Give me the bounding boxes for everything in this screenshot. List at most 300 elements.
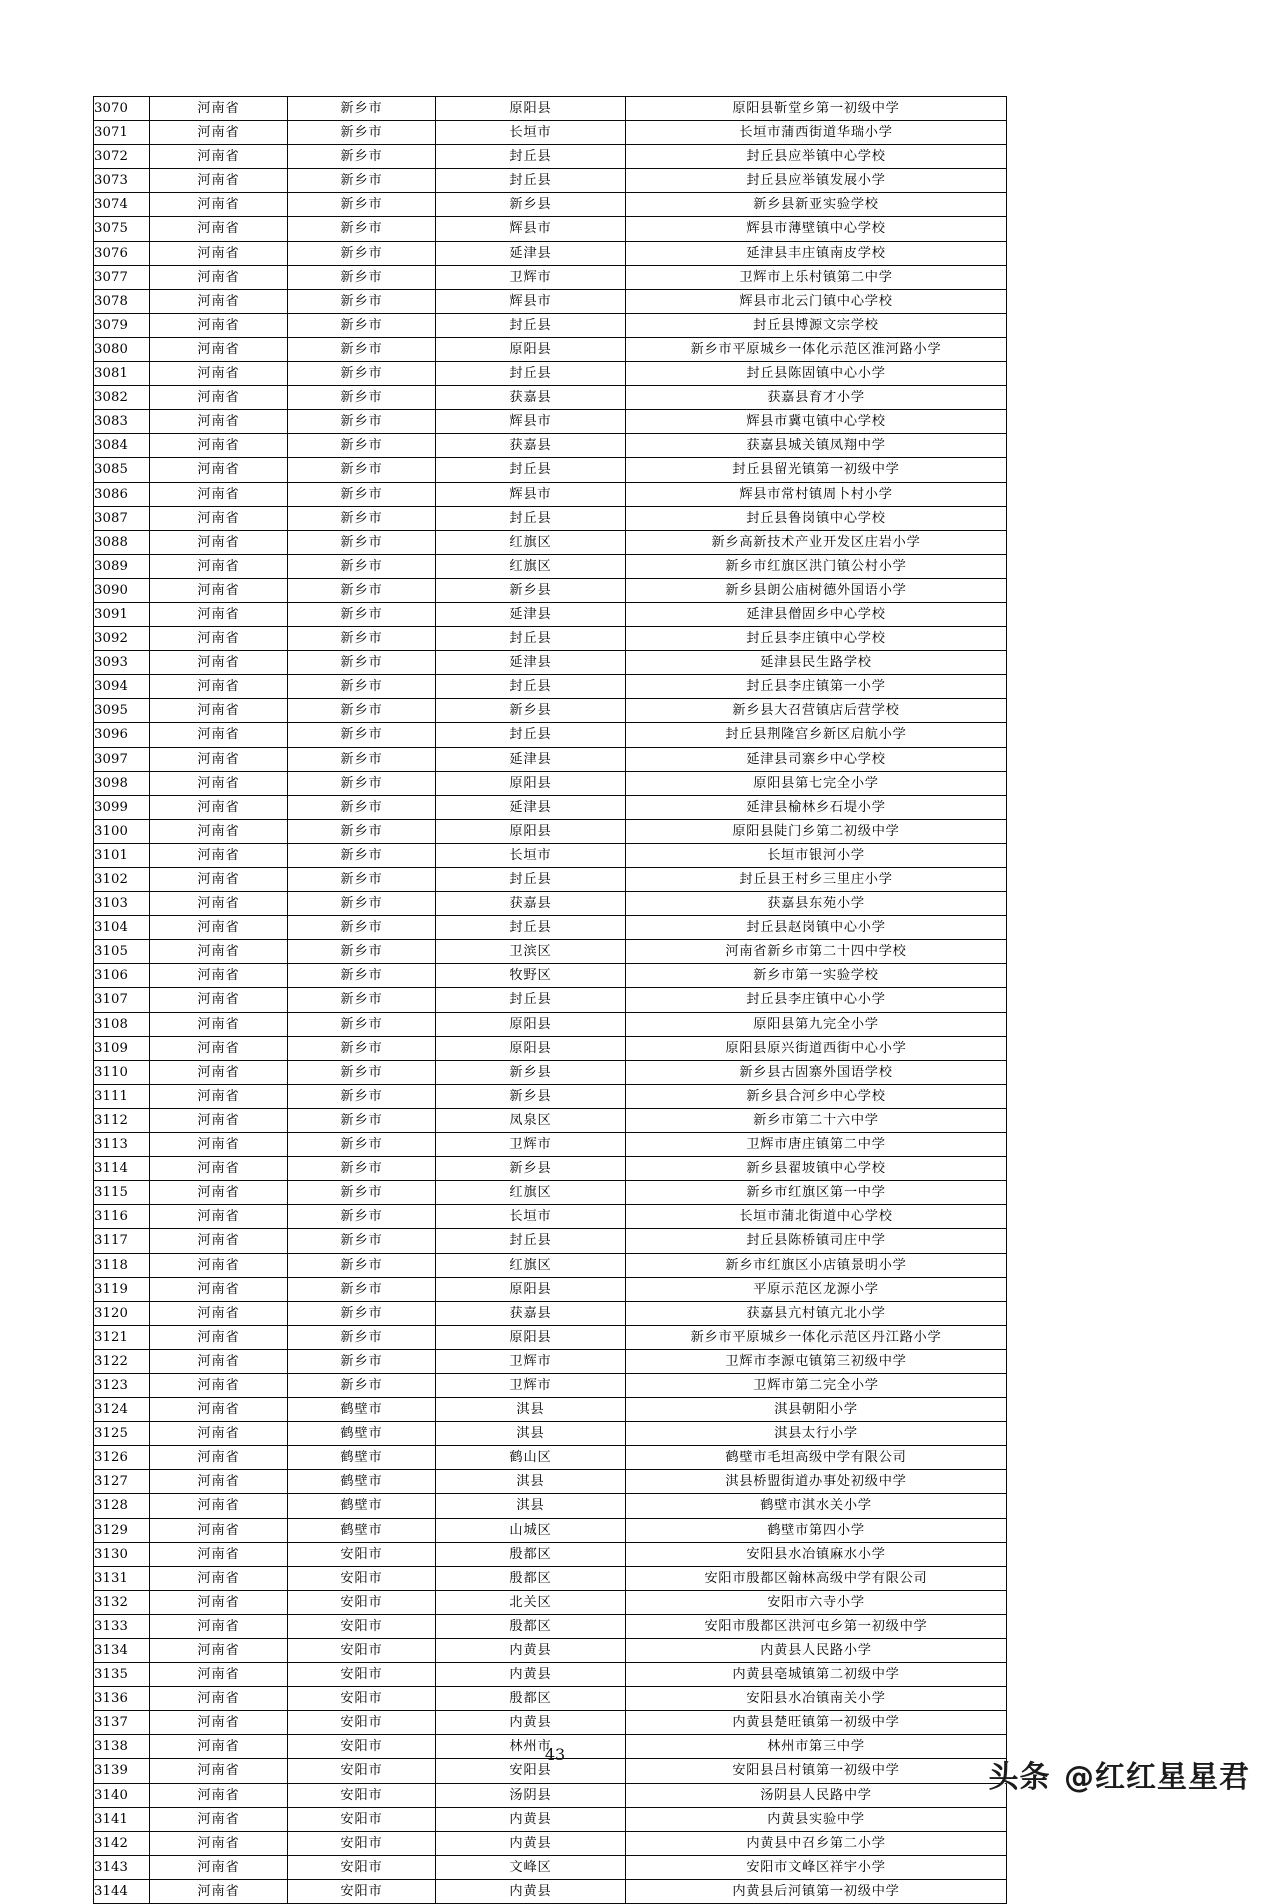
cell-index: 3101: [94, 843, 150, 867]
cell-index: 3093: [94, 651, 150, 675]
cell-school-name: 封丘县应举镇中心学校: [626, 145, 1007, 169]
cell-province: 河南省: [150, 145, 288, 169]
cell-city: 新乡市: [288, 265, 436, 289]
cell-index: 3131: [94, 1566, 150, 1590]
cell-city: 新乡市: [288, 1108, 436, 1132]
cell-city: 新乡市: [288, 940, 436, 964]
cell-city: 新乡市: [288, 337, 436, 361]
cell-index: 3140: [94, 1783, 150, 1807]
cell-index: 3119: [94, 1277, 150, 1301]
table-row: [94, 482, 1007, 506]
cell-index: 3090: [94, 578, 150, 602]
cell-county: 内黄县: [436, 1807, 626, 1831]
cell-school-name: 原阳县原兴街道西街中心小学: [626, 1036, 1007, 1060]
cell-school-name: 新乡县合河乡中心学校: [626, 1084, 1007, 1108]
cell-city: 新乡市: [288, 289, 436, 313]
cell-index: 3117: [94, 1229, 150, 1253]
table-row: [94, 1687, 1007, 1711]
cell-county: 获嘉县: [436, 1301, 626, 1325]
table-row: [94, 1133, 1007, 1157]
table-row: [94, 1036, 1007, 1060]
cell-city: 鹤壁市: [288, 1398, 436, 1422]
cell-county: 封丘县: [436, 506, 626, 530]
cell-province: 河南省: [150, 1494, 288, 1518]
cell-county: 鹤山区: [436, 1446, 626, 1470]
cell-index: 3089: [94, 554, 150, 578]
cell-city: 新乡市: [288, 386, 436, 410]
cell-province: 河南省: [150, 651, 288, 675]
cell-city: 新乡市: [288, 964, 436, 988]
cell-city: 新乡市: [288, 795, 436, 819]
cell-index: 3139: [94, 1759, 150, 1783]
table-row: [94, 193, 1007, 217]
cell-index: 3075: [94, 217, 150, 241]
cell-city: 鹤壁市: [288, 1518, 436, 1542]
table-row: [94, 1446, 1007, 1470]
cell-province: 河南省: [150, 1229, 288, 1253]
table-row: [94, 940, 1007, 964]
cell-province: 河南省: [150, 1446, 288, 1470]
cell-school-name: 封丘县陈固镇中心小学: [626, 362, 1007, 386]
cell-index: 3092: [94, 627, 150, 651]
cell-school-name: 获嘉县城关镇凤翔中学: [626, 434, 1007, 458]
page-number: 43: [544, 1745, 566, 1764]
cell-province: 河南省: [150, 1060, 288, 1084]
cell-school-name: 安阳县吕村镇第一初级中学: [626, 1759, 1007, 1783]
cell-index: 3130: [94, 1542, 150, 1566]
cell-county: 山城区: [436, 1518, 626, 1542]
cell-city: 新乡市: [288, 916, 436, 940]
cell-index: 3094: [94, 675, 150, 699]
cell-province: 河南省: [150, 1277, 288, 1301]
table-row: [94, 1229, 1007, 1253]
cell-school-name: 新乡市红旗区第一中学: [626, 1181, 1007, 1205]
cell-school-name: 淇县朝阳小学: [626, 1398, 1007, 1422]
cell-province: 河南省: [150, 1783, 288, 1807]
cell-index: 3122: [94, 1349, 150, 1373]
cell-county: 卫辉市: [436, 1133, 626, 1157]
table-row: [94, 1831, 1007, 1855]
cell-school-name: 延津县民生路学校: [626, 651, 1007, 675]
cell-school-name: 安阳市殷都区洪河屯乡第一初级中学: [626, 1614, 1007, 1638]
table-row: [94, 1879, 1007, 1903]
cell-index: 3103: [94, 892, 150, 916]
cell-index: 3076: [94, 241, 150, 265]
cell-county: 延津县: [436, 602, 626, 626]
table-row: [94, 97, 1007, 121]
cell-city: 新乡市: [288, 434, 436, 458]
table-row: [94, 578, 1007, 602]
cell-city: 新乡市: [288, 1181, 436, 1205]
cell-province: 河南省: [150, 1398, 288, 1422]
cell-index: 3124: [94, 1398, 150, 1422]
cell-index: 3080: [94, 337, 150, 361]
table-row: [94, 627, 1007, 651]
cell-county: 辉县市: [436, 482, 626, 506]
cell-county: 获嘉县: [436, 892, 626, 916]
cell-county: 内黄县: [436, 1663, 626, 1687]
cell-province: 河南省: [150, 97, 288, 121]
table-row: [94, 1566, 1007, 1590]
cell-province: 河南省: [150, 1036, 288, 1060]
table-row: [94, 819, 1007, 843]
cell-province: 河南省: [150, 916, 288, 940]
cell-school-name: 新乡市平原城乡一体化示范区淮河路小学: [626, 337, 1007, 361]
cell-school-name: 新乡市第一实验学校: [626, 964, 1007, 988]
cell-index: 3095: [94, 699, 150, 723]
table-row: [94, 1711, 1007, 1735]
cell-province: 河南省: [150, 795, 288, 819]
cell-city: 新乡市: [288, 699, 436, 723]
cell-school-name: 新乡县大召营镇店后营学校: [626, 699, 1007, 723]
table-row: [94, 121, 1007, 145]
cell-index: 3074: [94, 193, 150, 217]
table-row: [94, 795, 1007, 819]
table-row: [94, 1084, 1007, 1108]
cell-county: 原阳县: [436, 1036, 626, 1060]
cell-index: 3144: [94, 1879, 150, 1903]
cell-school-name: 汤阴县人民路中学: [626, 1783, 1007, 1807]
cell-school-name: 鹤壁市毛坦高级中学有限公司: [626, 1446, 1007, 1470]
cell-province: 河南省: [150, 602, 288, 626]
cell-province: 河南省: [150, 193, 288, 217]
table-row: [94, 747, 1007, 771]
cell-county: 内黄县: [436, 1879, 626, 1903]
cell-province: 河南省: [150, 530, 288, 554]
cell-school-name: 封丘县赵岗镇中心小学: [626, 916, 1007, 940]
cell-province: 河南省: [150, 771, 288, 795]
cell-school-name: 河南省新乡市第二十四中学校: [626, 940, 1007, 964]
cell-county: 原阳县: [436, 1012, 626, 1036]
school-listing-table: [93, 96, 1007, 1904]
cell-province: 河南省: [150, 169, 288, 193]
cell-index: 3104: [94, 916, 150, 940]
cell-province: 河南省: [150, 1639, 288, 1663]
cell-city: 新乡市: [288, 1036, 436, 1060]
cell-school-name: 新乡市平原城乡一体化示范区丹江路小学: [626, 1325, 1007, 1349]
cell-school-name: 平原示范区龙源小学: [626, 1277, 1007, 1301]
cell-province: 河南省: [150, 1133, 288, 1157]
cell-county: 辉县市: [436, 289, 626, 313]
cell-index: 3081: [94, 362, 150, 386]
cell-school-name: 获嘉县育才小学: [626, 386, 1007, 410]
cell-school-name: 延津县榆林乡石堤小学: [626, 795, 1007, 819]
cell-province: 河南省: [150, 723, 288, 747]
cell-province: 河南省: [150, 747, 288, 771]
cell-county: 殷都区: [436, 1614, 626, 1638]
cell-county: 淇县: [436, 1422, 626, 1446]
cell-city: 安阳市: [288, 1711, 436, 1735]
cell-school-name: 辉县市常村镇周卜村小学: [626, 482, 1007, 506]
cell-school-name: 鹤壁市淇水关小学: [626, 1494, 1007, 1518]
cell-school-name: 长垣市蒲西街道华瑞小学: [626, 121, 1007, 145]
cell-city: 新乡市: [288, 723, 436, 747]
cell-province: 河南省: [150, 1325, 288, 1349]
cell-school-name: 内黄县中召乡第二小学: [626, 1831, 1007, 1855]
cell-city: 安阳市: [288, 1831, 436, 1855]
table-row: [94, 434, 1007, 458]
table-row: [94, 1783, 1007, 1807]
cell-city: 鹤壁市: [288, 1422, 436, 1446]
cell-county: 内黄县: [436, 1831, 626, 1855]
cell-city: 新乡市: [288, 578, 436, 602]
school-listing-table-wrapper: [93, 96, 1006, 1904]
table-row: [94, 1157, 1007, 1181]
cell-city: 新乡市: [288, 747, 436, 771]
cell-province: 河南省: [150, 1012, 288, 1036]
cell-county: 新乡县: [436, 578, 626, 602]
cell-index: 3135: [94, 1663, 150, 1687]
cell-school-name: 新乡市红旗区小店镇景明小学: [626, 1253, 1007, 1277]
cell-index: 3096: [94, 723, 150, 747]
cell-city: 新乡市: [288, 1133, 436, 1157]
cell-city: 新乡市: [288, 651, 436, 675]
cell-county: 卫辉市: [436, 265, 626, 289]
cell-county: 凤泉区: [436, 1108, 626, 1132]
cell-school-name: 辉县市冀屯镇中心学校: [626, 410, 1007, 434]
table-row: [94, 1494, 1007, 1518]
cell-province: 河南省: [150, 337, 288, 361]
cell-index: 3113: [94, 1133, 150, 1157]
cell-city: 安阳市: [288, 1687, 436, 1711]
cell-county: 封丘县: [436, 1229, 626, 1253]
cell-province: 河南省: [150, 1663, 288, 1687]
cell-county: 内黄县: [436, 1711, 626, 1735]
cell-city: 安阳市: [288, 1663, 436, 1687]
table-row: [94, 1012, 1007, 1036]
cell-school-name: 原阳县第九完全小学: [626, 1012, 1007, 1036]
cell-county: 殷都区: [436, 1542, 626, 1566]
cell-index: 3109: [94, 1036, 150, 1060]
cell-province: 河南省: [150, 1084, 288, 1108]
cell-city: 新乡市: [288, 627, 436, 651]
table-row: [94, 337, 1007, 361]
table-row: [94, 1639, 1007, 1663]
cell-county: 延津县: [436, 795, 626, 819]
cell-index: 3132: [94, 1590, 150, 1614]
cell-county: 红旗区: [436, 554, 626, 578]
cell-index: 3134: [94, 1639, 150, 1663]
table-row: [94, 386, 1007, 410]
cell-city: 新乡市: [288, 1157, 436, 1181]
table-row: [94, 1108, 1007, 1132]
cell-province: 河南省: [150, 1566, 288, 1590]
cell-city: 新乡市: [288, 771, 436, 795]
cell-province: 河南省: [150, 1518, 288, 1542]
cell-province: 河南省: [150, 1253, 288, 1277]
watermark-prefix: 头条: [988, 1760, 1051, 1795]
cell-county: 新乡县: [436, 699, 626, 723]
cell-county: 牧野区: [436, 964, 626, 988]
cell-index: 3120: [94, 1301, 150, 1325]
cell-index: 3142: [94, 1831, 150, 1855]
table-row: [94, 554, 1007, 578]
cell-city: 鹤壁市: [288, 1494, 436, 1518]
cell-index: 3137: [94, 1711, 150, 1735]
cell-school-name: 安阳市文峰区祥宇小学: [626, 1855, 1007, 1879]
cell-county: 封丘县: [436, 988, 626, 1012]
table-row: [94, 988, 1007, 1012]
cell-county: 封丘县: [436, 313, 626, 337]
cell-index: 3073: [94, 169, 150, 193]
cell-city: 新乡市: [288, 1253, 436, 1277]
cell-county: 卫辉市: [436, 1373, 626, 1397]
cell-county: 原阳县: [436, 337, 626, 361]
table-row: [94, 241, 1007, 265]
cell-school-name: 林州市第三中学: [626, 1735, 1007, 1759]
table-row: [94, 1590, 1007, 1614]
cell-index: 3078: [94, 289, 150, 313]
cell-county: 长垣市: [436, 843, 626, 867]
cell-city: 新乡市: [288, 193, 436, 217]
cell-county: 辉县市: [436, 217, 626, 241]
cell-city: 新乡市: [288, 602, 436, 626]
watermark-handle: @红红星星君: [1064, 1760, 1250, 1795]
cell-county: 原阳县: [436, 97, 626, 121]
cell-index: 3088: [94, 530, 150, 554]
watermark: [989, 1752, 1252, 1796]
table-row: [94, 506, 1007, 530]
table-row: [94, 1422, 1007, 1446]
cell-city: 新乡市: [288, 362, 436, 386]
cell-school-name: 内黄县后河镇第一初级中学: [626, 1879, 1007, 1903]
cell-school-name: 淇县太行小学: [626, 1422, 1007, 1446]
cell-city: 新乡市: [288, 217, 436, 241]
cell-city: 安阳市: [288, 1879, 436, 1903]
cell-province: 河南省: [150, 1807, 288, 1831]
cell-city: 安阳市: [288, 1735, 436, 1759]
cell-school-name: 新乡县古固寨外国语学校: [626, 1060, 1007, 1084]
table-row: [94, 602, 1007, 626]
cell-county: 新乡县: [436, 1157, 626, 1181]
cell-city: 新乡市: [288, 1277, 436, 1301]
cell-city: 安阳市: [288, 1542, 436, 1566]
cell-province: 河南省: [150, 699, 288, 723]
cell-city: 新乡市: [288, 313, 436, 337]
cell-county: 原阳县: [436, 819, 626, 843]
cell-city: 新乡市: [288, 1349, 436, 1373]
cell-index: 3141: [94, 1807, 150, 1831]
cell-city: 安阳市: [288, 1639, 436, 1663]
table-row: [94, 916, 1007, 940]
cell-province: 河南省: [150, 1181, 288, 1205]
cell-index: 3091: [94, 602, 150, 626]
cell-province: 河南省: [150, 988, 288, 1012]
cell-city: 安阳市: [288, 1590, 436, 1614]
cell-city: 新乡市: [288, 1084, 436, 1108]
cell-county: 红旗区: [436, 530, 626, 554]
cell-province: 河南省: [150, 1831, 288, 1855]
cell-index: 3125: [94, 1422, 150, 1446]
cell-county: 卫滨区: [436, 940, 626, 964]
cell-province: 河南省: [150, 627, 288, 651]
table-row: [94, 1614, 1007, 1638]
cell-index: 3111: [94, 1084, 150, 1108]
table-row: [94, 410, 1007, 434]
cell-index: 3138: [94, 1735, 150, 1759]
cell-county: 淇县: [436, 1398, 626, 1422]
cell-city: 新乡市: [288, 988, 436, 1012]
cell-city: 新乡市: [288, 1012, 436, 1036]
cell-city: 新乡市: [288, 97, 436, 121]
cell-school-name: 封丘县陈桥镇司庄中学: [626, 1229, 1007, 1253]
cell-province: 河南省: [150, 554, 288, 578]
cell-index: 3077: [94, 265, 150, 289]
cell-school-name: 原阳县陡门乡第二初级中学: [626, 819, 1007, 843]
cell-province: 河南省: [150, 843, 288, 867]
cell-city: 新乡市: [288, 1229, 436, 1253]
cell-school-name: 鹤壁市第四小学: [626, 1518, 1007, 1542]
table-row: [94, 217, 1007, 241]
cell-index: 3136: [94, 1687, 150, 1711]
cell-school-name: 原阳县靳堂乡第一初级中学: [626, 97, 1007, 121]
cell-index: 3129: [94, 1518, 150, 1542]
cell-county: 新乡县: [436, 1060, 626, 1084]
table-row: [94, 892, 1007, 916]
table-row: [94, 362, 1007, 386]
table-row: [94, 843, 1007, 867]
cell-province: 河南省: [150, 1349, 288, 1373]
cell-province: 河南省: [150, 1470, 288, 1494]
table-row: [94, 964, 1007, 988]
cell-school-name: 安阳县水冶镇麻水小学: [626, 1542, 1007, 1566]
cell-index: 3099: [94, 795, 150, 819]
cell-county: 延津县: [436, 747, 626, 771]
cell-index: 3070: [94, 97, 150, 121]
cell-city: 新乡市: [288, 892, 436, 916]
cell-province: 河南省: [150, 1855, 288, 1879]
cell-index: 3126: [94, 1446, 150, 1470]
cell-index: 3107: [94, 988, 150, 1012]
cell-school-name: 卫辉市第二完全小学: [626, 1373, 1007, 1397]
cell-school-name: 封丘县李庄镇中心小学: [626, 988, 1007, 1012]
cell-school-name: 封丘县应举镇发展小学: [626, 169, 1007, 193]
cell-school-name: 内黄县人民路小学: [626, 1639, 1007, 1663]
cell-school-name: 封丘县李庄镇中心学校: [626, 627, 1007, 651]
table-row: [94, 530, 1007, 554]
cell-index: 3098: [94, 771, 150, 795]
cell-city: 安阳市: [288, 1614, 436, 1638]
cell-city: 新乡市: [288, 1373, 436, 1397]
cell-index: 3071: [94, 121, 150, 145]
table-row: [94, 1807, 1007, 1831]
table-row: [94, 723, 1007, 747]
cell-city: 鹤壁市: [288, 1446, 436, 1470]
cell-county: 延津县: [436, 651, 626, 675]
cell-city: 安阳市: [288, 1566, 436, 1590]
table-row: [94, 1325, 1007, 1349]
cell-index: 3079: [94, 313, 150, 337]
table-row: [94, 1663, 1007, 1687]
cell-city: 安阳市: [288, 1855, 436, 1879]
cell-index: 3123: [94, 1373, 150, 1397]
cell-school-name: 卫辉市李源屯镇第三初级中学: [626, 1349, 1007, 1373]
cell-province: 河南省: [150, 217, 288, 241]
cell-school-name: 原阳县第七完全小学: [626, 771, 1007, 795]
cell-county: 新乡县: [436, 193, 626, 217]
cell-city: 新乡市: [288, 121, 436, 145]
school-listing-body: [94, 97, 1007, 1904]
table-row: [94, 1349, 1007, 1373]
cell-province: 河南省: [150, 1735, 288, 1759]
cell-province: 河南省: [150, 868, 288, 892]
cell-county: 封丘县: [436, 145, 626, 169]
cell-province: 河南省: [150, 1759, 288, 1783]
cell-city: 新乡市: [288, 506, 436, 530]
cell-province: 河南省: [150, 1687, 288, 1711]
cell-index: 3083: [94, 410, 150, 434]
cell-county: 获嘉县: [436, 434, 626, 458]
